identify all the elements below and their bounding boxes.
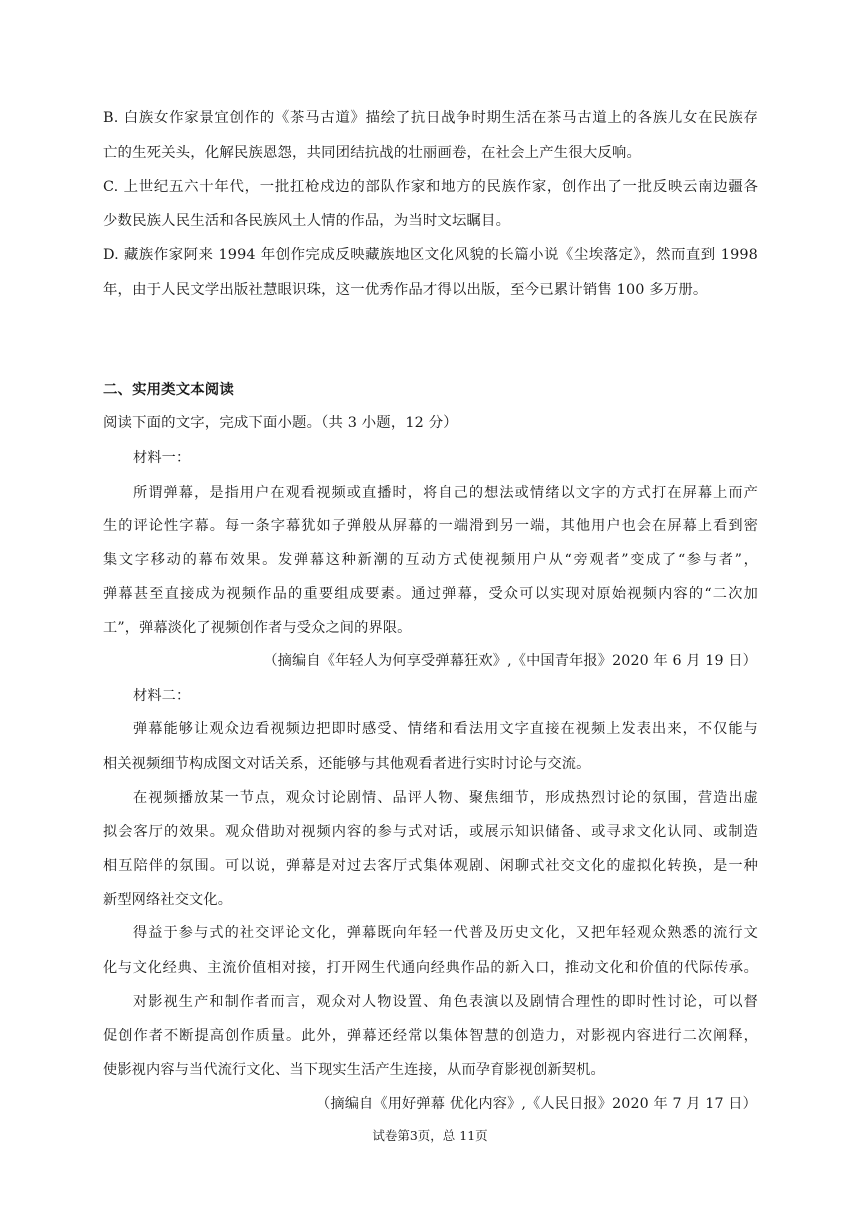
- option-d-line-1: D. 藏族作家阿来 1994 年创作完成反映藏族地区文化风貌的长篇小说《尘埃落定》，然而直到 1998: [103, 247, 758, 263]
- page-footer: 试卷第3页，总 11页: [372, 1128, 488, 1143]
- material-1-line-5: 工”，弹幕淡化了视频创作者与受众之间的界限。: [103, 620, 412, 636]
- material-2-p4-line-1: 对影视生产和制作者而言，观众对人物设置、角色表演以及剧情合理性的即时性讨论，可以督: [133, 994, 758, 1010]
- material-1-line-3: 集文字移动的幕布效果。发弹幕这种新潮的互动方式使视频用户从“旁观者”变成了“参与者”，: [103, 552, 758, 568]
- material-2-p1-line-2: 相关视频细节构成图文对话关系，还能够与其他观看者进行实时讨论与交流。: [103, 756, 591, 772]
- material-1-label: 材料一：: [133, 450, 191, 466]
- option-c-line-1: C. 上世纪五六十年代，一批扛枪戍边的部队作家和地方的民族作家，创作出了一批反映云南边疆各: [103, 179, 758, 195]
- material-2-p2-line-2: 拟会客厅的效果。观众借助对视频内容的参与式对话，或展示知识储备、或寻求文化认同、或制造: [103, 824, 758, 840]
- material-1-line-1: 所谓弹幕，是指用户在观看视频或直播时，将自己的想法或情绪以文字的方式打在屏幕上而产: [133, 485, 758, 501]
- material-2-p2-line-1: 在视频播放某一节点，观众讨论剧情、品评人物、聚焦细节，形成热烈讨论的氛围，营造出虚: [133, 790, 758, 806]
- material-2-label: 材料二：: [133, 688, 191, 704]
- option-b-line-1: B. 白族女作家景宜创作的《茶马古道》描绘了抗日战争时期生活在茶马古道上的各族儿女在民族存: [103, 110, 758, 126]
- material-2-p3-line-2: 化与文化经典、主流价值相对接，打开网生代通向经典作品的新入口，推动文化和价值的代际传承。: [103, 960, 758, 976]
- material-1-source: （摘编自《年轻人为何享受弹幕狂欢》,《中国青年报》2020 年 6 月 19 日）: [263, 653, 757, 669]
- material-1-line-4: 弹幕甚至直接成为视频作品的重要组成要素。通过弹幕，受众可以实现对原始视频内容的“二次加: [103, 586, 758, 602]
- option-c-line-2: 少数民族人民生活和各民族风土人情的作品，为当时文坛瞩目。: [103, 213, 511, 229]
- material-2-p4-line-3: 使影视内容与当代流行文化、当下现实生活产生连接，从而孕育影视创新契机。: [103, 1062, 605, 1078]
- section-heading: 二、实用类文本阅读: [103, 381, 234, 398]
- option-d-line-2: 年，由于人民文学出版社慧眼识珠，这一优秀作品才得以出版，至今已累计销售 100 多万册。: [103, 282, 708, 298]
- material-2-p1-line-1: 弹幕能够让观众边看视频边把即时感受、情绪和看法用文字直接在视频上发表出来，不仅能与: [133, 721, 758, 737]
- section-instruction: 阅读下面的文字，完成下面小题。（共 3 小题，12 分）: [103, 415, 458, 431]
- option-b-line-2: 亡的生死关头，化解民族恩怨，共同团结抗战的壮丽画卷，在社会上产生很大反响。: [103, 145, 642, 161]
- material-2-p2-line-4: 新型网络社交文化。: [103, 892, 233, 908]
- material-1-line-2: 生的评论性字幕。每一条字幕犹如子弹般从屏幕的一端滑到另一端，其他用户也会在屏幕上看到密: [103, 518, 758, 534]
- material-2-p2-line-3: 相互陪伴的氛围。可以说，弹幕是对过去客厅式集体观剧、闲聊式社交文化的虚拟化转换，是一种: [103, 858, 758, 874]
- material-2-source: （摘编自《用好弹幕 优化内容》,《人民日报》2020 年 7 月 17 日）: [316, 1096, 757, 1112]
- material-2-p4-line-2: 促创作者不断提高创作质量。此外，弹幕还经常以集体智慧的创造力，对影视内容进行二次阐释，: [103, 1028, 758, 1044]
- material-2-p3-line-1: 得益于参与式的社交评论文化，弹幕既向年轻一代普及历史文化，又把年轻观众熟悉的流行文: [133, 925, 758, 941]
